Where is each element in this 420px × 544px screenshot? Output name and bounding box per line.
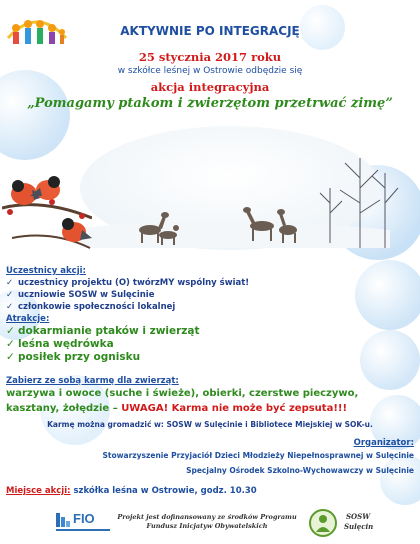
- fio-logo-text: FIO: [73, 511, 95, 526]
- poster-title: AKTYWNIE PO INTEGRACJĘ: [120, 24, 300, 38]
- list-item: ✓ posiłek przy ognisku: [6, 351, 141, 363]
- fio-logo: [56, 510, 110, 540]
- venue-line: w szkółce leśnej w Ostrowie odbędzie się: [117, 66, 303, 76]
- food-line-2-text: kasztany, żołędzie –: [6, 403, 122, 414]
- attractions-section: [6, 314, 336, 364]
- checkmark-icon: ✓: [6, 290, 14, 300]
- attractions-list: [6, 325, 336, 364]
- event-slogan: „Pomagamy ptakom i zwierzętom przetrwać zimę”: [27, 96, 393, 111]
- bullfinch-birds-image: [2, 168, 92, 258]
- organizer-line-1: Stowarzyszenie Przyjaciół Dzieci Młodzieży Niepełnosprawnej w Sulęcinie: [102, 451, 414, 460]
- footer: [0, 506, 420, 542]
- checkmark-icon: ✓: [6, 351, 15, 363]
- list-item: ✓ uczestnicy projektu (O) twórzMY wspólny świat!: [6, 278, 250, 288]
- warning-text: UWAGA! Karma nie może być zepsuta!!!: [121, 403, 348, 414]
- attractions-heading: Atrakcje:: [6, 314, 50, 324]
- bubble-decoration: [355, 260, 420, 330]
- funding-note: Projekt jest dofinansowany ze środków Programu Fundusz Inicjatyw Obywatelskich: [117, 513, 297, 530]
- bubble-decoration: [380, 455, 420, 505]
- organizers-heading: Organizator:: [353, 438, 414, 448]
- bubble-decoration: [360, 330, 420, 390]
- participants-section: [6, 266, 336, 313]
- food-line-2: [6, 403, 347, 414]
- list-item: ✓ uczniowie SOSW w Sulęcinie: [6, 290, 155, 300]
- list-item: ✓ dokarmianie ptaków i zwierząt: [6, 325, 200, 337]
- food-heading: Zabierz ze sobą karmę dla zwierząt:: [6, 376, 179, 386]
- sosw-logo-icon: [308, 508, 338, 538]
- checkmark-icon: ✓: [6, 302, 14, 312]
- list-item: ✓ leśna wędrówka: [6, 338, 114, 350]
- sosw-name: SOSW: [346, 512, 371, 521]
- sosw-city: Sulęcin: [344, 522, 374, 531]
- action-line: akcja integracyjna: [150, 80, 270, 94]
- checkmark-icon: ✓: [6, 278, 14, 288]
- sosw-logo: [308, 508, 338, 538]
- location-value: szkółka leśna w Ostrowie, godz. 10.30: [73, 486, 257, 496]
- food-line-1: warzywa i owoce (suche i świeże), obierki, czerstwe pieczywo,: [6, 388, 359, 399]
- participants-heading: Uczestnicy akcji:: [6, 266, 86, 276]
- location-heading: Miejsce akcji:: [6, 486, 71, 496]
- list-item: ✓ członkowie społeczności lokalnej: [6, 302, 176, 312]
- event-date: 25 stycznia 2017 roku: [138, 50, 282, 64]
- participants-list: [6, 277, 336, 313]
- checkmark-icon: ✓: [6, 325, 15, 337]
- checkmark-icon: ✓: [6, 338, 15, 350]
- organizer-line-2: Specjalny Ośrodek Szkolno-Wychowawczy w Sulęcinie: [186, 466, 414, 475]
- location-line: [6, 486, 257, 496]
- collection-note: Karmę można gromadzić w: SOSW w Sulęcinie i Bibliotece Miejskiej w SOK-u.: [47, 420, 373, 429]
